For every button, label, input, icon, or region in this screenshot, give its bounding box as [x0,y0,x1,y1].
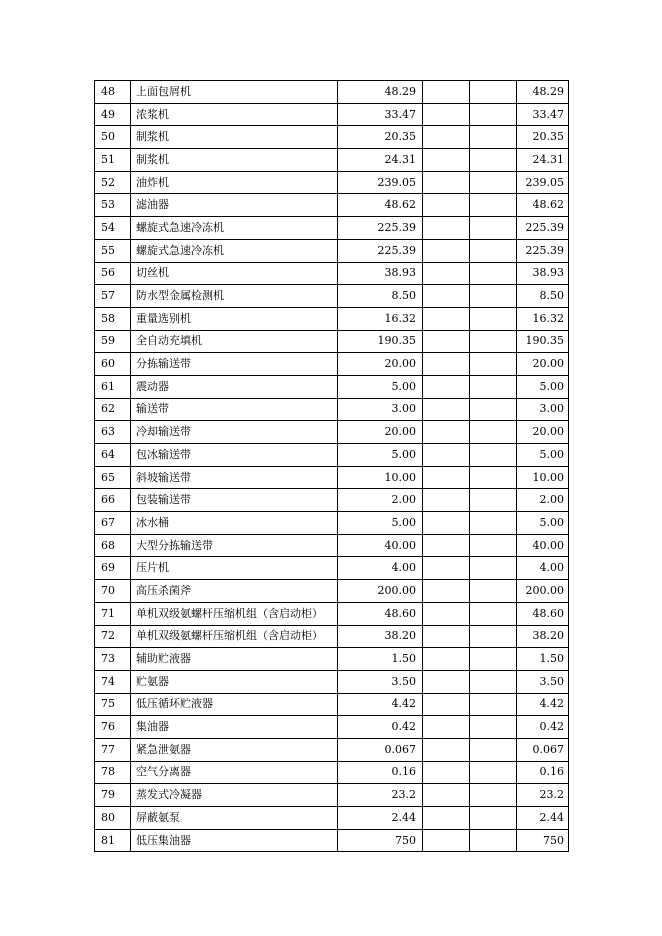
row-number: 73 [95,648,131,671]
table-row [95,693,569,716]
total-value: 20.35 [517,126,569,149]
blank-cell [423,829,470,852]
row-number: 76 [95,716,131,739]
blank-cell [423,716,470,739]
amount-value: 5.00 [338,444,423,467]
table-row [95,807,569,830]
row-number: 78 [95,761,131,784]
blank-cell [423,761,470,784]
amount-value: 10.00 [338,466,423,489]
blank-cell [470,648,517,671]
total-value: 225.39 [517,239,569,262]
table-row [95,398,569,421]
total-value: 3.00 [517,398,569,421]
equipment-name: 分拣输送带 [131,353,338,376]
total-value: 4.42 [517,693,569,716]
amount-value: 48.62 [338,194,423,217]
equipment-name: 螺旋式急速冷冻机 [131,217,338,240]
row-number: 54 [95,217,131,240]
blank-cell [470,307,517,330]
amount-value: 8.50 [338,285,423,308]
equipment-name: 屏蔽氨泵 [131,807,338,830]
total-value: 10.00 [517,466,569,489]
equipment-name: 冷却输送带 [131,421,338,444]
total-value: 2.44 [517,807,569,830]
table-row [95,239,569,262]
blank-cell [470,580,517,603]
blank-cell [423,625,470,648]
blank-cell [423,285,470,308]
row-number: 67 [95,512,131,535]
row-number: 53 [95,194,131,217]
blank-cell [470,126,517,149]
total-value: 20.00 [517,421,569,444]
blank-cell [423,670,470,693]
amount-value: 2.44 [338,807,423,830]
equipment-name: 重量选别机 [131,307,338,330]
row-number: 79 [95,784,131,807]
total-value: 33.47 [517,103,569,126]
blank-cell [423,807,470,830]
equipment-name: 制浆机 [131,126,338,149]
row-number: 72 [95,625,131,648]
blank-cell [423,648,470,671]
table-row [95,375,569,398]
table-row [95,648,569,671]
total-value: 0.16 [517,761,569,784]
table-row [95,103,569,126]
table-row [95,262,569,285]
total-value: 40.00 [517,534,569,557]
blank-cell [470,398,517,421]
blank-cell [470,194,517,217]
equipment-name: 螺旋式急速冷冻机 [131,239,338,262]
row-number: 74 [95,670,131,693]
blank-cell [470,807,517,830]
equipment-name: 单机双级氨螺杆压缩机组（含启动柜） [131,602,338,625]
equipment-name: 冰水桶 [131,512,338,535]
blank-cell [423,81,470,104]
equipment-name: 全自动充填机 [131,330,338,353]
amount-value: 16.32 [338,307,423,330]
equipment-name: 输送带 [131,398,338,421]
amount-value: 20.00 [338,421,423,444]
table-row [95,580,569,603]
row-number: 65 [95,466,131,489]
blank-cell [470,466,517,489]
blank-cell [423,375,470,398]
row-number: 48 [95,81,131,104]
blank-cell [470,81,517,104]
amount-value: 3.50 [338,670,423,693]
table-row [95,602,569,625]
table-row [95,149,569,172]
blank-cell [470,829,517,852]
blank-cell [423,194,470,217]
blank-cell [470,489,517,512]
blank-cell [423,239,470,262]
total-value: 5.00 [517,512,569,535]
amount-value: 225.39 [338,217,423,240]
table-row [95,217,569,240]
total-value: 1.50 [517,648,569,671]
row-number: 63 [95,421,131,444]
equipment-name: 上面包屑机 [131,81,338,104]
amount-value: 0.16 [338,761,423,784]
amount-value: 24.31 [338,149,423,172]
amount-value: 239.05 [338,171,423,194]
total-value: 3.50 [517,670,569,693]
row-number: 81 [95,829,131,852]
amount-value: 200.00 [338,580,423,603]
equipment-name: 大型分拣输送带 [131,534,338,557]
blank-cell [470,421,517,444]
blank-cell [423,444,470,467]
total-value: 200.00 [517,580,569,603]
total-value: 20.00 [517,353,569,376]
amount-value: 20.00 [338,353,423,376]
blank-cell [423,489,470,512]
blank-cell [423,602,470,625]
equipment-name: 震动器 [131,375,338,398]
blank-cell [470,262,517,285]
blank-cell [423,307,470,330]
total-value: 48.29 [517,81,569,104]
table-row [95,421,569,444]
total-value: 0.42 [517,716,569,739]
equipment-name: 低压集油器 [131,829,338,852]
row-number: 50 [95,126,131,149]
row-number: 52 [95,171,131,194]
amount-value: 0.067 [338,738,423,761]
equipment-name: 浓浆机 [131,103,338,126]
table-row [95,466,569,489]
blank-cell [470,353,517,376]
equipment-name: 制浆机 [131,149,338,172]
total-value: 38.93 [517,262,569,285]
blank-cell [423,512,470,535]
table-row [95,307,569,330]
row-number: 58 [95,307,131,330]
total-value: 8.50 [517,285,569,308]
blank-cell [470,285,517,308]
blank-cell [470,330,517,353]
blank-cell [423,466,470,489]
equipment-name: 单机双级氨螺杆压缩机组（含启动柜） [131,625,338,648]
row-number: 51 [95,149,131,172]
blank-cell [423,103,470,126]
blank-cell [470,149,517,172]
table-row [95,81,569,104]
blank-cell [423,126,470,149]
blank-cell [470,239,517,262]
table-row [95,716,569,739]
equipment-name: 防水型金属检测机 [131,285,338,308]
blank-cell [470,512,517,535]
total-value: 239.05 [517,171,569,194]
blank-cell [470,602,517,625]
row-number: 59 [95,330,131,353]
table-row [95,784,569,807]
row-number: 75 [95,693,131,716]
blank-cell [470,557,517,580]
blank-cell [470,784,517,807]
amount-value: 20.35 [338,126,423,149]
amount-value: 225.39 [338,239,423,262]
blank-cell [423,398,470,421]
amount-value: 48.29 [338,81,423,104]
equipment-name: 空气分离器 [131,761,338,784]
table-row [95,194,569,217]
row-number: 56 [95,262,131,285]
row-number: 57 [95,285,131,308]
blank-cell [423,784,470,807]
row-number: 66 [95,489,131,512]
table-row [95,670,569,693]
equipment-name: 油炸机 [131,171,338,194]
row-number: 71 [95,602,131,625]
total-value: 24.31 [517,149,569,172]
table-row [95,512,569,535]
total-value: 2.00 [517,489,569,512]
total-value: 5.00 [517,375,569,398]
blank-cell [423,217,470,240]
equipment-name: 高压杀菌斧 [131,580,338,603]
blank-cell [470,217,517,240]
equipment-name: 辅助贮液器 [131,648,338,671]
row-number: 61 [95,375,131,398]
blank-cell [423,738,470,761]
blank-cell [470,171,517,194]
total-value: 5.00 [517,444,569,467]
amount-value: 38.20 [338,625,423,648]
table-body [95,81,569,852]
table-row [95,353,569,376]
blank-cell [423,149,470,172]
total-value: 190.35 [517,330,569,353]
total-value: 48.62 [517,194,569,217]
blank-cell [423,353,470,376]
blank-cell [423,171,470,194]
total-value: 48.60 [517,602,569,625]
blank-cell [470,693,517,716]
row-number: 69 [95,557,131,580]
equipment-name: 包装输送带 [131,489,338,512]
blank-cell [423,262,470,285]
equipment-name: 蒸发式冷凝器 [131,784,338,807]
table-row [95,738,569,761]
amount-value: 23.2 [338,784,423,807]
table-row [95,171,569,194]
amount-value: 2.00 [338,489,423,512]
total-value: 23.2 [517,784,569,807]
total-value: 225.39 [517,217,569,240]
table-row [95,489,569,512]
amount-value: 3.00 [338,398,423,421]
equipment-name: 紧急泄氨器 [131,738,338,761]
table-row [95,285,569,308]
equipment-name: 切丝机 [131,262,338,285]
row-number: 55 [95,239,131,262]
row-number: 64 [95,444,131,467]
blank-cell [423,693,470,716]
amount-value: 0.42 [338,716,423,739]
total-value: 38.20 [517,625,569,648]
blank-cell [470,625,517,648]
row-number: 62 [95,398,131,421]
blank-cell [423,534,470,557]
row-number: 60 [95,353,131,376]
equipment-name: 滤油器 [131,194,338,217]
amount-value: 40.00 [338,534,423,557]
blank-cell [470,444,517,467]
equipment-name: 低压循环贮液器 [131,693,338,716]
blank-cell [470,534,517,557]
blank-cell [470,103,517,126]
blank-cell [423,580,470,603]
table-row [95,625,569,648]
table-row [95,829,569,852]
amount-value: 1.50 [338,648,423,671]
table-row [95,557,569,580]
blank-cell [423,330,470,353]
amount-value: 4.42 [338,693,423,716]
blank-cell [470,375,517,398]
table-row [95,534,569,557]
amount-value: 38.93 [338,262,423,285]
blank-cell [423,557,470,580]
total-value: 0.067 [517,738,569,761]
equipment-name: 集油器 [131,716,338,739]
blank-cell [470,761,517,784]
table-row [95,444,569,467]
row-number: 70 [95,580,131,603]
total-value: 750 [517,829,569,852]
row-number: 49 [95,103,131,126]
equipment-name: 压片机 [131,557,338,580]
table-row [95,761,569,784]
blank-cell [470,716,517,739]
blank-cell [423,421,470,444]
equipment-table [94,80,569,852]
amount-value: 5.00 [338,375,423,398]
row-number: 77 [95,738,131,761]
blank-cell [470,670,517,693]
amount-value: 33.47 [338,103,423,126]
amount-value: 48.60 [338,602,423,625]
amount-value: 5.00 [338,512,423,535]
blank-cell [470,738,517,761]
amount-value: 190.35 [338,330,423,353]
equipment-name: 包冰输送带 [131,444,338,467]
row-number: 68 [95,534,131,557]
equipment-name: 贮氨器 [131,670,338,693]
amount-value: 750 [338,829,423,852]
amount-value: 4.00 [338,557,423,580]
total-value: 4.00 [517,557,569,580]
total-value: 16.32 [517,307,569,330]
equipment-name: 斜坡输送带 [131,466,338,489]
row-number: 80 [95,807,131,830]
table-row [95,330,569,353]
table-row [95,126,569,149]
